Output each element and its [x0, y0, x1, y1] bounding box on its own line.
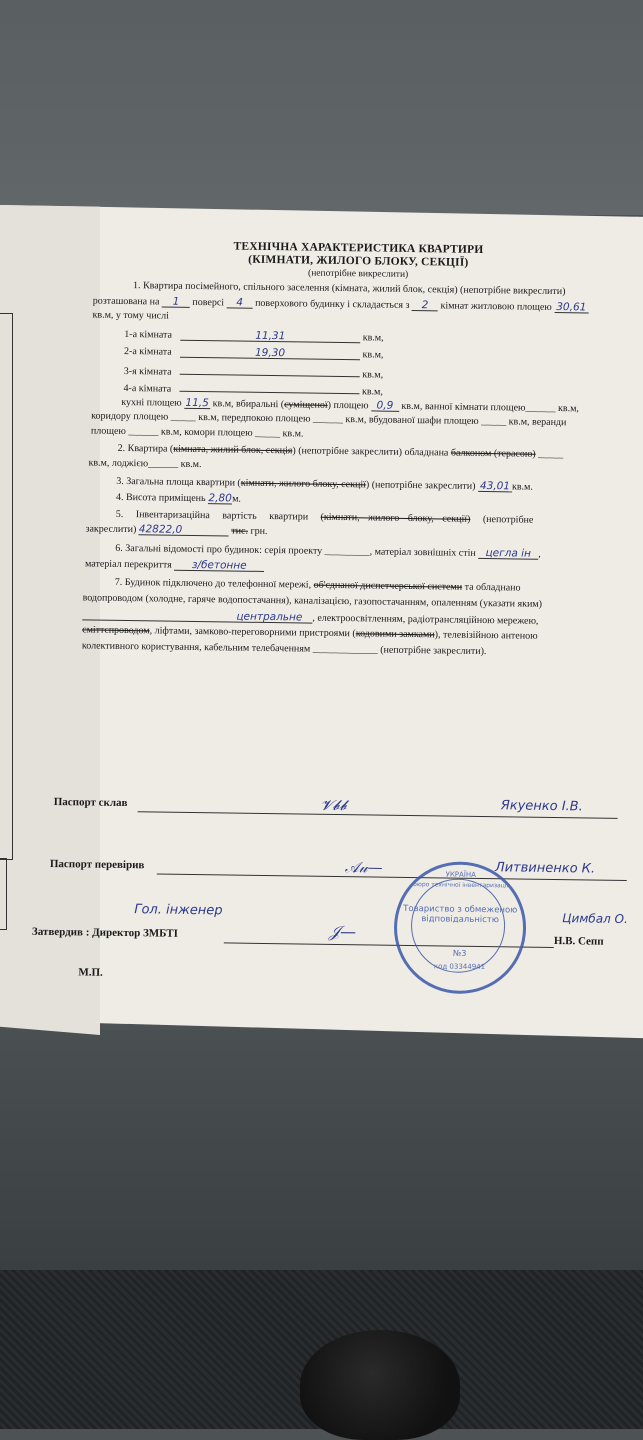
p1-line1: 1. Квартира посімейного, спільного заселення (кімната, жилий блок, секція) (непотрібне викреслити) [132, 280, 566, 298]
p7-line5: колективного користування, кабельним телебаченням _____________ (непотрібне закреслити). [81, 640, 487, 658]
doc-title-note: (непотрібне викреслити) [307, 268, 409, 280]
p6-line1: 6. Загальні відомості про будинок: серія проекту _________, матеріал зовнішніх стін цегла ін , [115, 542, 541, 560]
rooms-count-value: 2 [412, 299, 438, 311]
sig2-name: Литвиненко К. [494, 860, 596, 877]
pantry-line: площею ______ кв.м, комори площею _____ кв.м. [90, 425, 304, 440]
p6-line2: матеріал перекриття з/бетонне [85, 557, 264, 572]
p4-line: 4. Висота приміщень 2,80м. [115, 491, 242, 505]
mp-label: М.П. [78, 966, 103, 979]
p2-line2: кв.м, лоджією______ кв.м. [88, 457, 202, 471]
sig2-label: Паспорт перевірив [49, 857, 145, 872]
stamp-inner-ring [410, 878, 505, 973]
floor-value: 1 [162, 295, 190, 307]
stamp-center-text: Товариство з обмеженою відповідальністю [403, 903, 518, 926]
walls-value: цегла ін [478, 547, 538, 560]
p5-line1: 5. Інвентаризаційна вартість квартири (кімнати, жилого блоку, секції) (непотрібне [115, 508, 534, 526]
doc-title-line1: ТЕХНІЧНА ХАРАКТЕРИСТИКА КВАРТИРИ [233, 240, 484, 256]
p7-line1: 7. Будинок підключено до телефонної мережі, об'єднаної диспетчерської системи та обладнано [114, 576, 521, 594]
p7-line2: водопроводом (холодне, гаряче водопостачання), каналізацією, газопостачанням, опаленням (указати яким) [82, 592, 543, 610]
sig3-position: Гол. інженер [134, 902, 223, 919]
stamp-ring-text: бюро технічної інвентаризації [413, 881, 509, 890]
sig1-name: Якуенко І.В. [500, 798, 583, 815]
p1-line3: кв.м, у тому числі [92, 309, 170, 322]
stamp-number: №3 [452, 948, 467, 958]
stamp-top-text: УКРАЇНА [445, 870, 477, 879]
stamp-code: код 03344941 [433, 962, 486, 972]
kitchen-value: 11,5 [185, 396, 209, 410]
sig1-signature: 𝓥𝓫𝓫 [320, 797, 347, 815]
inventory-value: 42822,0 [139, 523, 229, 536]
room-2: 2-а кімната 19,30 кв.м, [123, 345, 384, 361]
doc-title-line2: (КІМНАТИ, ЖИЛОГО БЛОКУ, СЕКЦІЇ) [248, 253, 469, 269]
heating-value: центральне [82, 608, 312, 623]
p2-line1: 2. Квартира (кімната, жилий блок, секція) (непотрібне закреслити) обладнана балконом (терасою) _____ [117, 442, 564, 461]
living-area-value: 30,61 [556, 301, 587, 314]
corridor-line: коридору площею _____ кв.м, передпокою площею ______ кв.м, вбудованої шафи площею _____ кв.м, веранди [91, 410, 567, 429]
sig3-handwritten-name: Цимбал О. [562, 911, 628, 927]
sig3-label: Затвердив : Директор ЗМБТІ [31, 925, 179, 940]
room-1: 1-а кімната 11,31 кв.м, [124, 328, 384, 344]
sig2-signature: 𝒜𝓊— [344, 858, 383, 877]
room-4: 4-а кімната кв.м, [123, 379, 383, 398]
p1-line2: розташована на 1 поверсі 4 поверхового будинку і складається з 2 кімнат житловою площею 30,61 [92, 295, 587, 314]
total-area-value: 43,01 [479, 479, 511, 493]
sig1-label: Паспорт склав [53, 796, 128, 810]
p5-line2: закреслити) 42822,0 тис. грн. [85, 523, 268, 537]
sig3-printed-name: Н.В. Сепп [553, 935, 604, 948]
sig3-signature: 𝒥— [328, 921, 357, 942]
wc-value: 0,9 [371, 399, 399, 411]
room-3: 3-я кімната кв.м, [124, 362, 384, 381]
p7-line4: сміттєпроводом, ліфтами, замково-переговорними пристроями (кодовими замками), телевізійною антеною [82, 624, 538, 642]
ceiling-value: з/бетонне [174, 559, 264, 572]
p7-line3: центральне , електроосвітленням, радіотрансляційною мережею, [82, 608, 538, 626]
official-stamp [393, 861, 527, 995]
height-value: 2,80 [208, 492, 232, 505]
kitchen-line: кухні площею 11,5 кв.м, вбиральні (суміщеної) площею 0,9 кв.м, ванної кімнати площею______ кв.м, [121, 396, 580, 415]
floors-total-value: 4 [227, 296, 253, 308]
p3-line: 3. Загальна площа квартири (кімнати, жилого блоку, секції) (непотрібне закреслити) 43,01 кв.м. [116, 475, 533, 493]
